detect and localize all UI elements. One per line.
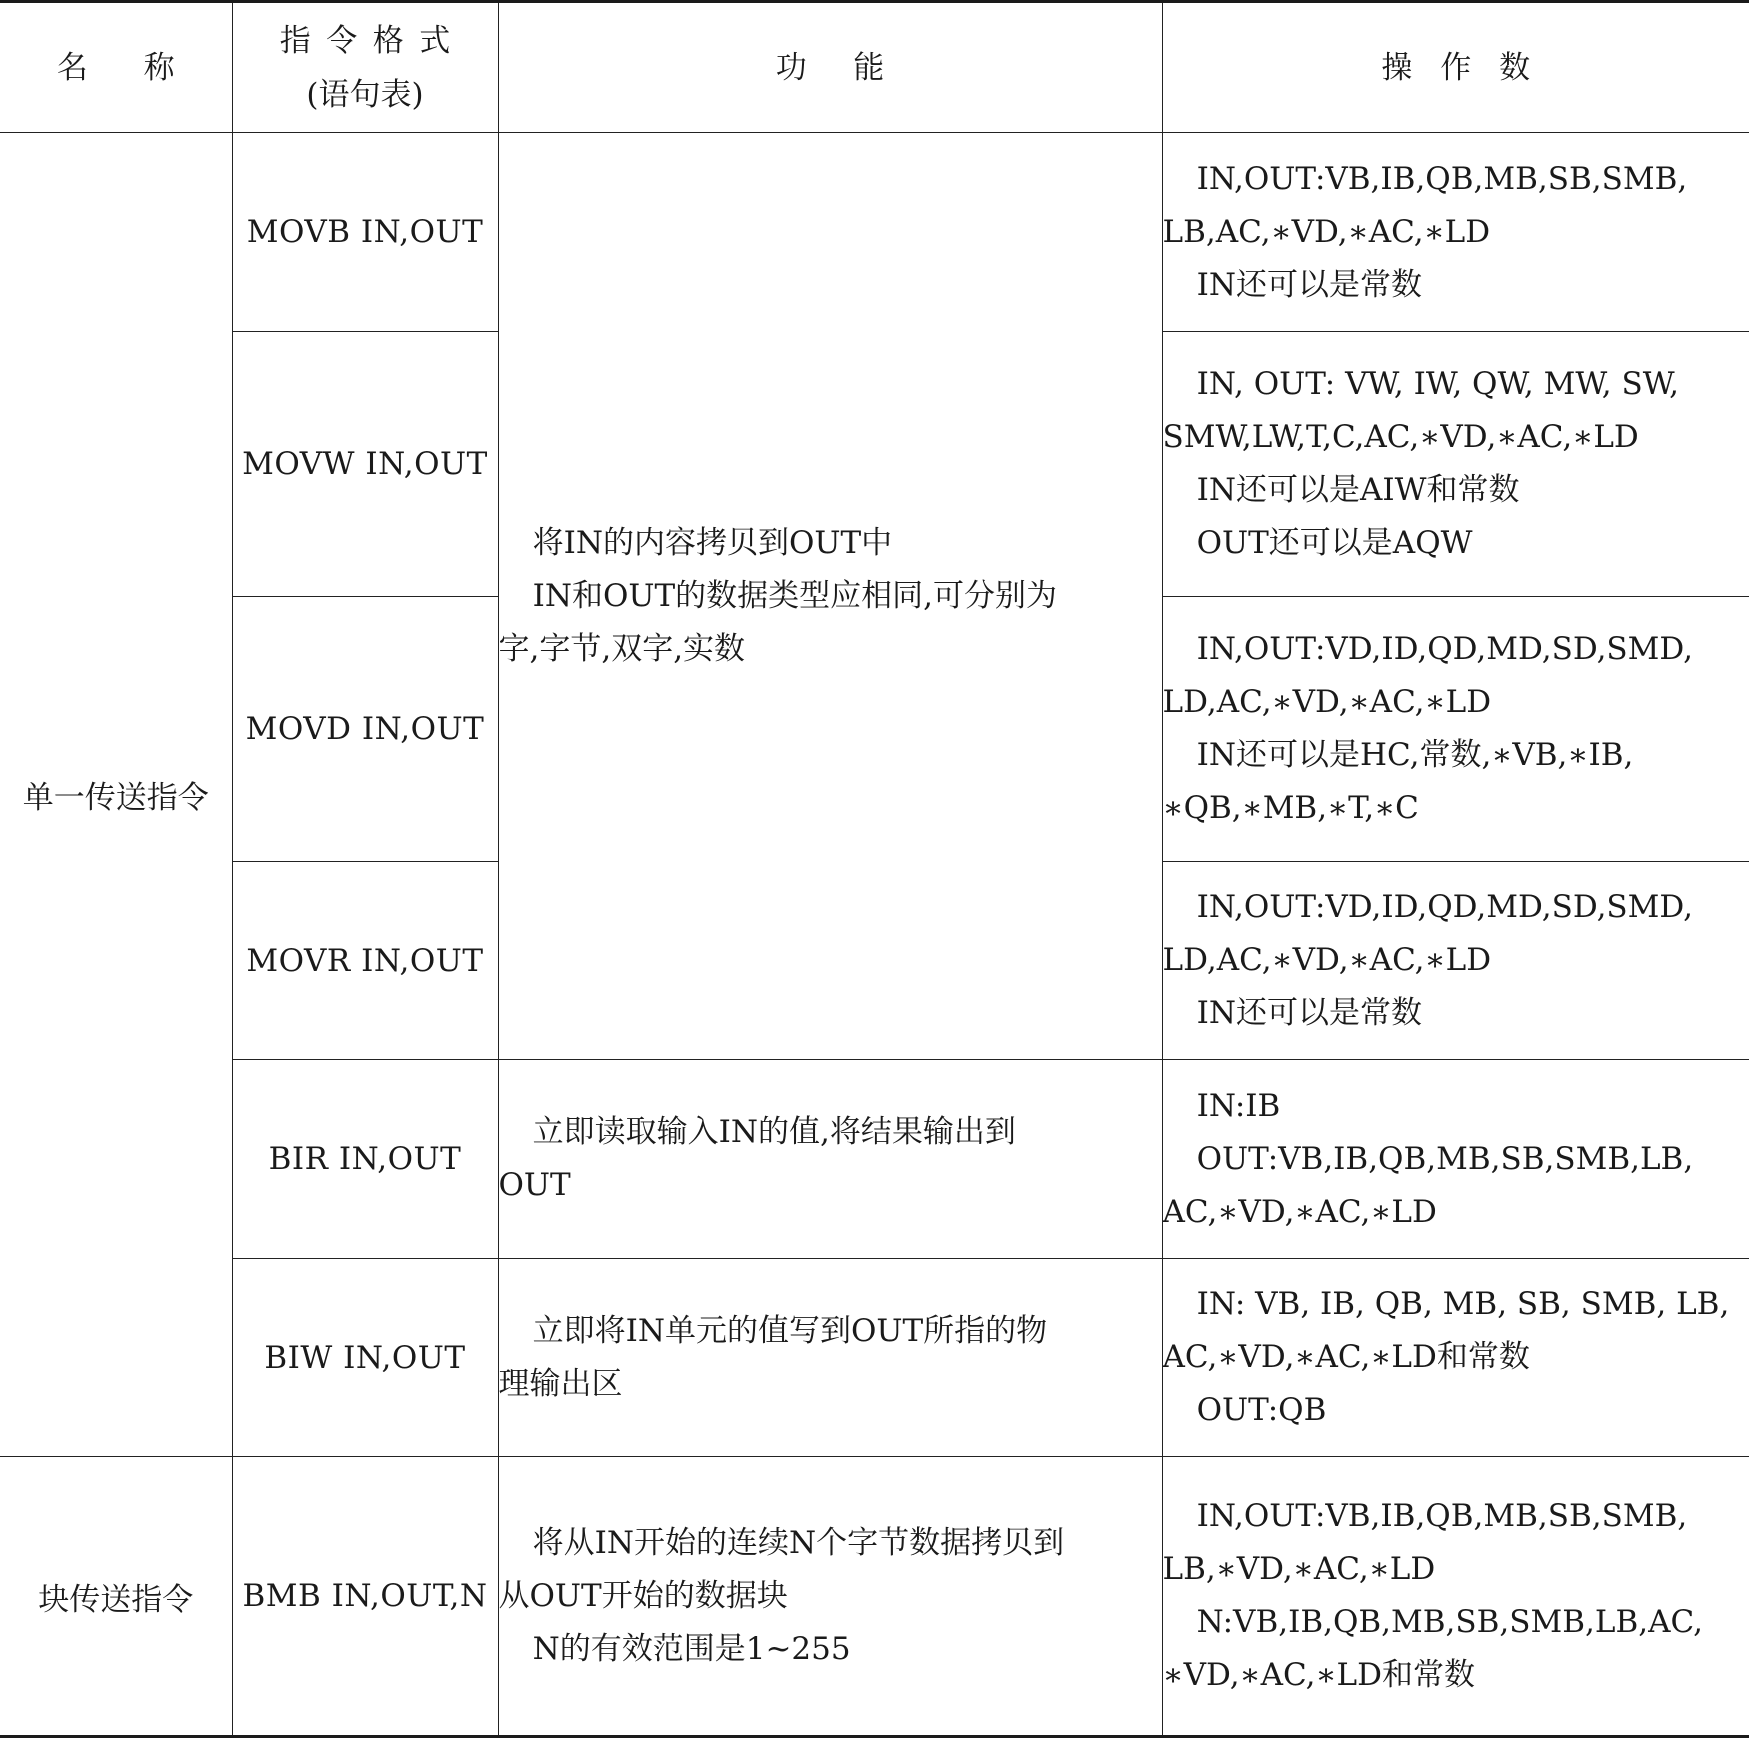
format-cell: BIR IN,OUT	[232, 1060, 498, 1259]
header-name: 名称	[0, 2, 232, 133]
header-operands: 操作数	[1162, 2, 1749, 133]
operands-cell: IN,OUT:VB,IB,QB,MB,SB,SMB, LB,∗VD,∗AC,∗LD N:VB,IB,QB,MB,SB,SMB,LB,AC, ∗VD,∗AC,∗LD和常数	[1162, 1457, 1749, 1737]
format-cell: MOVR IN,OUT	[232, 862, 498, 1060]
format-cell: MOVW IN,OUT	[232, 332, 498, 597]
header-format: 指令格式 (语句表)	[232, 2, 498, 133]
operands-cell: IN: VB, IB, QB, MB, SB, SMB, LB, AC,∗VD,∗AC,∗LD和常数 OUT:QB	[1162, 1259, 1749, 1457]
table-row	[0, 1060, 1749, 1259]
header-function: 功能	[498, 2, 1162, 133]
function-cell: 立即读取输入IN的值,将结果输出到 OUT	[498, 1060, 1162, 1259]
group-single-transfer: 单一传送指令	[0, 133, 232, 1457]
table-row	[0, 1259, 1749, 1457]
function-cell: 将从IN开始的连续N个字节数据拷贝到 从OUT开始的数据块 N的有效范围是1~255	[498, 1457, 1162, 1737]
function-cell: 立即将IN单元的值写到OUT所指的物 理输出区	[498, 1259, 1162, 1457]
table-row	[0, 1457, 1749, 1737]
shared-function-cell: 将IN的内容拷贝到OUT中 IN和OUT的数据类型应相同,可分别为 字,字节,双字,实数	[498, 133, 1162, 1060]
operands-cell: IN:IB OUT:VB,IB,QB,MB,SB,SMB,LB, AC,∗VD,∗AC,∗LD	[1162, 1060, 1749, 1259]
operands-cell: IN, OUT: VW, IW, QW, MW, SW, SMW,LW,T,C,AC,∗VD,∗AC,∗LD IN还可以是AIW和常数 OUT还可以是AQW	[1162, 332, 1749, 597]
header-row	[0, 2, 1749, 133]
format-cell: MOVB IN,OUT	[232, 133, 498, 332]
operands-cell: IN,OUT:VB,IB,QB,MB,SB,SMB, LB,AC,∗VD,∗AC,∗LD IN还可以是常数	[1162, 133, 1749, 332]
format-cell: BMB IN,OUT,N	[232, 1457, 498, 1737]
table-row	[0, 133, 1749, 332]
operands-cell: IN,OUT:VD,ID,QD,MD,SD,SMD, LD,AC,∗VD,∗AC,∗LD IN还可以是HC,常数,∗VB,∗IB, ∗QB,∗MB,∗T,∗C	[1162, 597, 1749, 862]
format-cell: BIW IN,OUT	[232, 1259, 498, 1457]
format-cell: MOVD IN,OUT	[232, 597, 498, 862]
group-block-transfer: 块传送指令	[0, 1457, 232, 1737]
operands-cell: IN,OUT:VD,ID,QD,MD,SD,SMD, LD,AC,∗VD,∗AC,∗LD IN还可以是常数	[1162, 862, 1749, 1060]
